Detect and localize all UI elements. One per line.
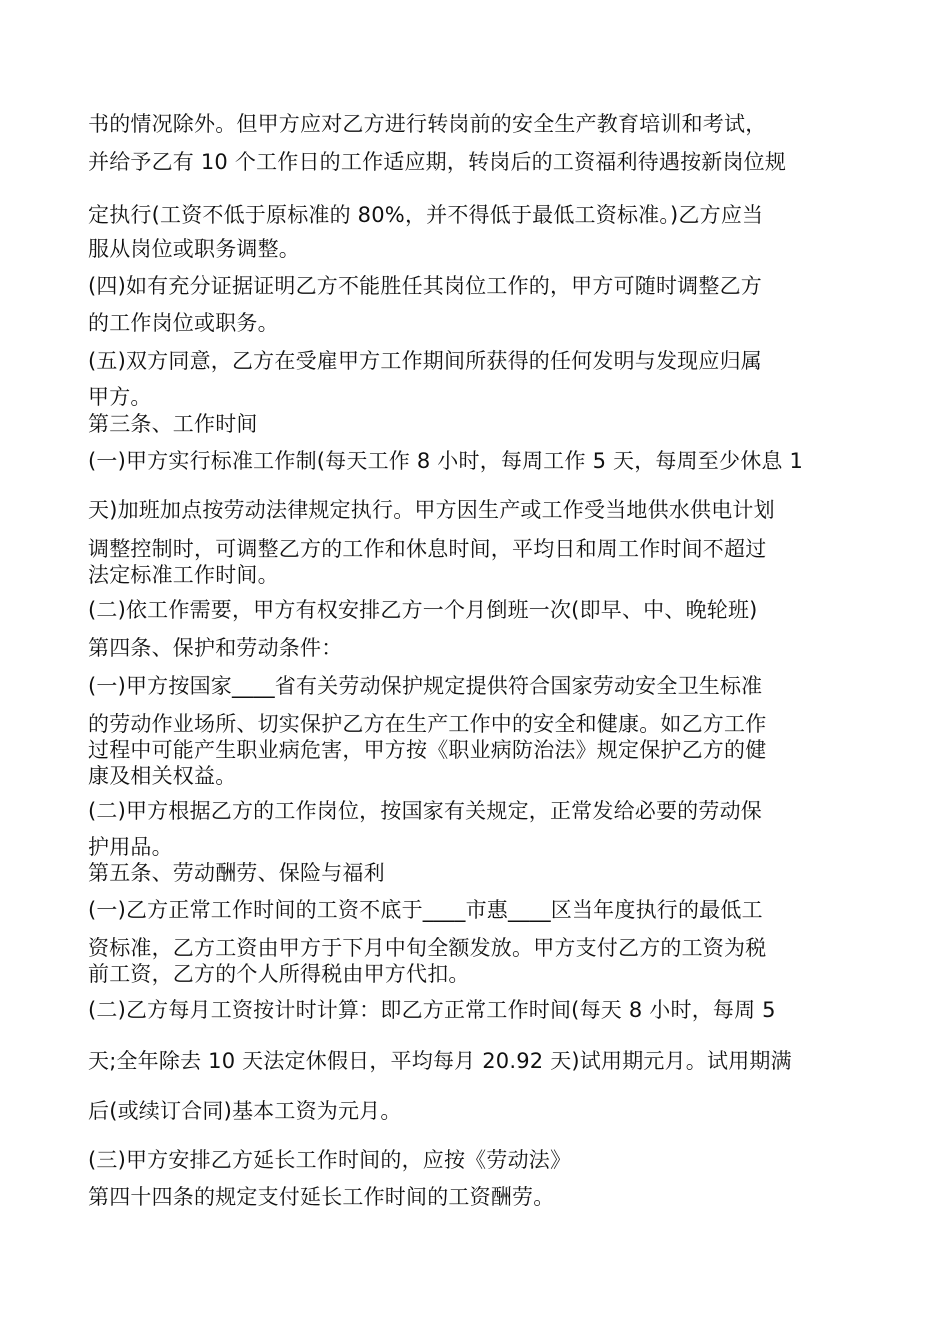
text-line: (二)甲方根据乙方的工作岗位，按国家有关规定，正常发给必要的劳动保: [88, 799, 762, 823]
text-line: (五)双方同意，乙方在受雇甲方工作期间所获得的任何发明与发现应归属: [88, 349, 762, 373]
section-heading: 第五条、劳动酬劳、保险与福利: [88, 861, 385, 885]
text-line: (一)乙方正常工作时间的工资不底于____市惠____区当年度执行的最低工: [88, 898, 763, 922]
text-line: 护用品。: [88, 835, 173, 859]
text-line: (一)甲方按国家____省有关劳动保护规定提供符合国家劳动安全卫生标准: [88, 674, 763, 698]
text-line: 资标准，乙方工资由甲方于下月中旬全额发放。甲方支付乙方的工资为税: [88, 936, 767, 960]
text-line: 书的情况除外。但甲方应对乙方进行转岗前的安全生产教育培训和考试，: [88, 112, 767, 136]
text-line: (二)依工作需要，甲方有权安排乙方一个月倒班一次(即早、中、晚轮班): [88, 598, 758, 622]
text-line: 的工作岗位或职务。: [88, 311, 279, 335]
section-heading: 第四条、保护和劳动条件：: [88, 636, 343, 660]
text-line: (一)甲方实行标准工作制(每天工作 8 小时，每周工作 5 天，每周至少休息 1: [88, 449, 804, 473]
text-line: (四)如有充分证据证明乙方不能胜任其岗位工作的，甲方可随时调整乙方: [88, 274, 762, 298]
text-line: 天;全年除去 10 天法定休假日，平均每月 20.92 天)试用期元月。试用期满: [88, 1049, 792, 1073]
text-line: 天)加班加点按劳动法律规定执行。甲方因生产或工作受当地供水供电计划: [88, 498, 775, 522]
text-line: 前工资，乙方的个人所得税由甲方代扣。: [88, 962, 470, 986]
text-line: 服从岗位或职务调整。: [88, 237, 300, 261]
text-line: 过程中可能产生职业病危害，甲方按《职业病防治法》规定保护乙方的健: [88, 738, 767, 762]
text-line: 的劳动作业场所、切实保护乙方在生产工作中的安全和健康。如乙方工作: [88, 712, 767, 736]
text-line: 定执行(工资不低于原标准的 80%，并不得低于最低工资标准。)乙方应当: [88, 203, 764, 227]
text-line: 第四十四条的规定支付延长工作时间的工资酬劳。: [88, 1185, 555, 1209]
text-line: 康及相关权益。: [88, 764, 237, 788]
text-line: 后(或续订合同)基本工资为元月。: [88, 1099, 402, 1123]
text-line: 调整控制时，可调整乙方的工作和休息时间，平均日和周工作时间不超过: [88, 537, 767, 561]
text-line: (三)甲方安排乙方延长工作时间的，应按《劳动法》: [88, 1148, 572, 1172]
text-line: 并给予乙有 10 个工作日的工作适应期，转岗后的工资福利待遇按新岗位规: [88, 150, 787, 174]
text-line: 甲方。: [88, 385, 152, 409]
text-line: 法定标准工作时间。: [88, 563, 279, 587]
text-line: (二)乙方每月工资按计时计算：即乙方正常工作时间(每天 8 小时，每周 5: [88, 998, 776, 1022]
section-heading: 第三条、工作时间: [88, 412, 258, 436]
